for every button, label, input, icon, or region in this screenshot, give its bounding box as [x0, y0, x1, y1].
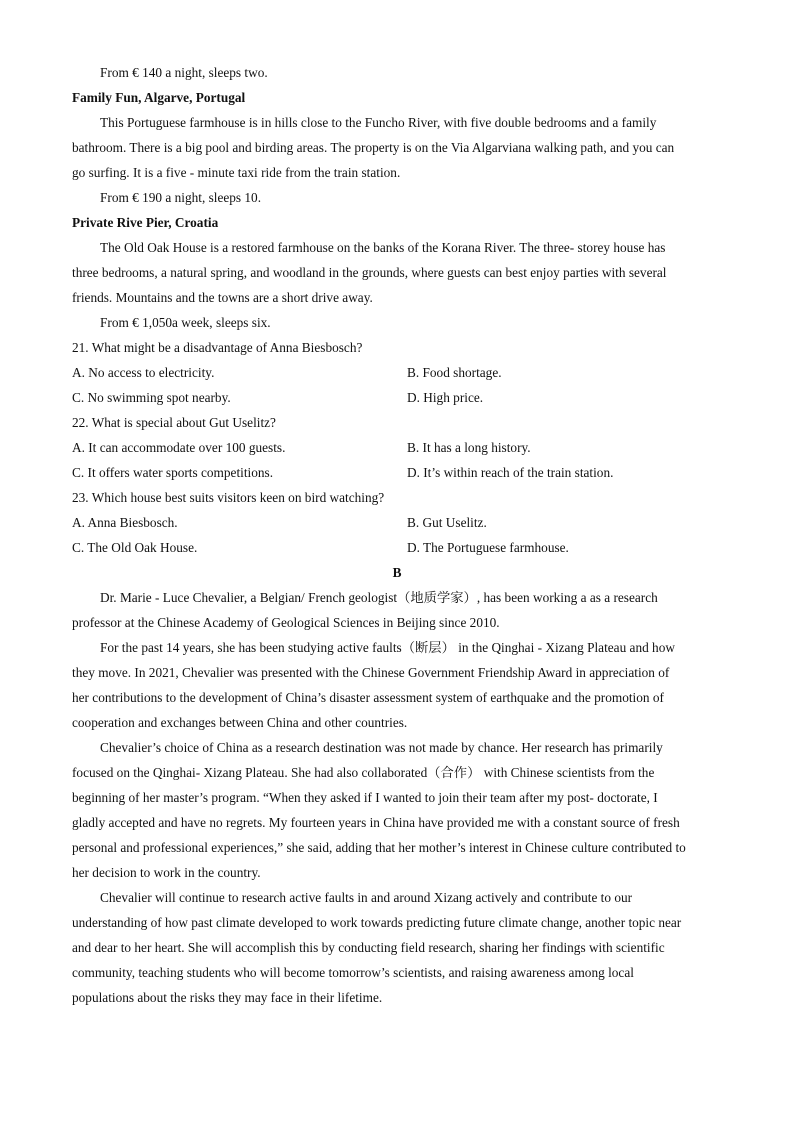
question-stem: 23. Which house best suits visitors keen on bird watching?: [72, 490, 385, 505]
question-options-row: [72, 535, 722, 560]
paragraph-line: they move. In 2021, Chevalier was presented with the Chinese Government Friendship Award in appreciation of: [72, 665, 670, 680]
option-c: C. It offers water sports competitions.: [72, 465, 274, 480]
option-c: C. The Old Oak House.: [72, 540, 198, 555]
ad2-line: bathroom. There is a big pool and birding areas. The property is on the Via Algarviana walking path, and you can: [72, 140, 675, 155]
option-d: D. High price.: [407, 390, 484, 405]
ad2-price: From € 190 a night, sleeps 10.: [100, 190, 262, 205]
paragraph-line: focused on the Qinghai- Xizang Plateau. She had also collaborated（合作） with Chinese scientists from the: [72, 765, 655, 780]
paragraph-line: cooperation and exchanges between China and other countries.: [72, 715, 408, 730]
ad3-price: From € 1,050a week, sleeps six.: [100, 315, 271, 330]
ad2-line: go surfing. It is a five - minute taxi ride from the train station.: [72, 165, 401, 180]
ad3-line: three bedrooms, a natural spring, and woodland in the grounds, where guests can best enjoy parties with several: [72, 265, 667, 280]
paragraph-line: personal and professional experiences,” she said, adding that her mother’s interest in Chinese culture contributed to: [72, 840, 686, 855]
section-heading: B: [392, 565, 402, 580]
option-b: B. Food shortage.: [407, 365, 502, 380]
option-b: B. It has a long history.: [407, 440, 531, 455]
question-stem: 22. What is special about Gut Uselitz?: [72, 415, 276, 430]
paragraph-line: understanding of how past climate developed to work towards predicting future climate change, another topic near: [72, 915, 682, 930]
question-stem: 21. What might be a disadvantage of Anna Biesbosch?: [72, 340, 363, 355]
paragraph-line: Dr. Marie - Luce Chevalier, a Belgian/ French geologist（地质学家）, has been working a as a research: [100, 590, 658, 605]
option-d: D. The Portuguese farmhouse.: [407, 540, 569, 555]
paragraph-line: her decision to work in the country.: [72, 865, 261, 880]
option-a: A. No access to electricity.: [72, 365, 215, 380]
ad3-title: Private Rive Pier, Croatia: [72, 215, 219, 230]
paragraph-line: gladly accepted and have no regrets. My fourteen years in China have provided me with a constant source of fresh: [72, 815, 680, 830]
document-page: [72, 60, 722, 1010]
option-a: A. It can accommodate over 100 guests.: [72, 440, 286, 455]
option-d: D. It’s within reach of the train station.: [407, 465, 614, 480]
paragraph-line: community, teaching students who will become tomorrow’s scientists, and raising awareness among local: [72, 965, 634, 980]
paragraph-line: For the past 14 years, she has been studying active faults（断层） in the Qinghai - Xizang Plateau and how: [100, 640, 675, 655]
paragraph-line: her contributions to the development of China’s disaster assessment system of earthquake and the promotion of: [72, 690, 664, 705]
paragraph-line: beginning of her master’s program. “When they asked if I wanted to join their team after my post- doctorate, I: [72, 790, 658, 805]
question-options-row: [72, 460, 722, 485]
paragraph-line: professor at the Chinese Academy of Geological Sciences in Beijing since 2010.: [72, 615, 500, 630]
question-options-row: [72, 360, 722, 385]
question-options-row: [72, 510, 722, 535]
ad3-line: The Old Oak House is a restored farmhouse on the banks of the Korana River. The three- storey house has: [100, 240, 666, 255]
paragraph-line: populations about the risks they may face in their lifetime.: [72, 990, 383, 1005]
ad2-line: This Portuguese farmhouse is in hills close to the Funcho River, with five double bedrooms and a family: [100, 115, 657, 130]
paragraph-line: Chevalier will continue to research active faults in and around Xizang actively and contribute to our: [100, 890, 633, 905]
question-options-row: [72, 385, 722, 410]
paragraph-line: Chevalier’s choice of China as a research destination was not made by chance. Her research has primarily: [100, 740, 663, 755]
question-options-row: [72, 435, 722, 460]
ad1-price: From € 140 a night, sleeps two.: [100, 65, 268, 80]
paragraph-line: and dear to her heart. She will accomplish this by conducting field research, sharing her findings with scientific: [72, 940, 665, 955]
option-c: C. No swimming spot nearby.: [72, 390, 231, 405]
ad2-title: Family Fun, Algarve, Portugal: [72, 90, 246, 105]
option-b: B. Gut Uselitz.: [407, 515, 487, 530]
option-a: A. Anna Biesbosch.: [72, 515, 178, 530]
ad3-line: friends. Mountains and the towns are a short drive away.: [72, 290, 373, 305]
